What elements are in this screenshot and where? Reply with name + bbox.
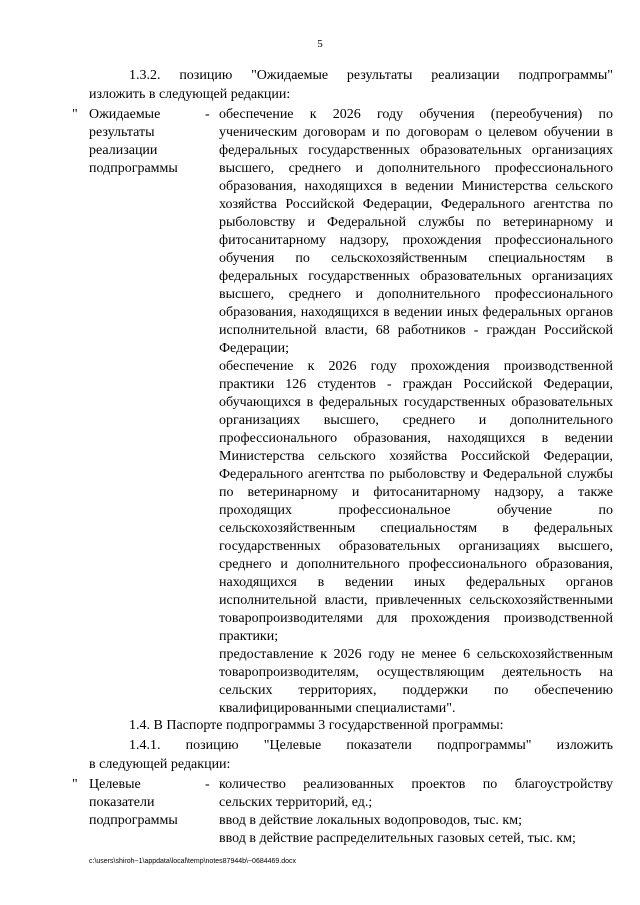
page-number: 5 — [317, 38, 323, 50]
table2-open-quote: " — [72, 777, 78, 792]
table1-content — [219, 106, 613, 718]
table1-open-quote: " — [72, 107, 78, 122]
table1-label: Ожидаемые результаты реализации подпрограммы — [89, 107, 178, 176]
section-1-3-2-line1: 1.3.2. позицию "Ожидаемые результаты реализации подпрограммы" — [129, 68, 613, 83]
section-1-3-2 — [89, 66, 613, 104]
table2-paragraph: ввод в действие локальных водопроводов, тыс. км; — [219, 813, 522, 828]
section-1-4: 1.4. В Паспорте подпрограммы 3 государственной программы: — [129, 718, 504, 733]
table2-label: Целевые показатели подпрограммы — [89, 777, 178, 828]
section-1-3-2-line2: изложить в следующей редакции: — [89, 87, 291, 102]
section-1-4-1-line2: в следующей редакции: — [89, 757, 231, 772]
table1-paragraph: обеспечение к 2026 году прохождения производственной практики 126 студентов - граждан Российской Федерации, обучающихся в федеральных государственных образовательных организациях высшего, среднего и дополнительного профессионального образования, находящихся в ведении Министерства сельского хозяйства Российской Федерации, Федерального агентства по рыболовству и Федеральной службы по ветеринарному и фитосанитарному надзору, а также проходящих профессиональное обучение по сельскохозяйственным специальностям в федеральных государственных образовательных организациях высшего, среднего и дополнительного профессионального образования, находящихся в ведении иных федеральных органов исполнительной власти, привлеченных сельскохозяйственными товаропроизводителями для прохождения производственной практики; — [219, 359, 613, 644]
footer-file-path: c:\users\shiroh~1\appdata\local\temp\notes87944b\~0684469.docx — [89, 858, 297, 865]
table1-paragraph: предоставление к 2026 году не менее 6 сельскохозяйственным товаропроизводителям, осуществляющим деятельность на сельских территориях, поддержки по обеспечению квалифицированными специалистами". — [219, 647, 613, 716]
table1-dash: - — [205, 107, 210, 122]
section-1-4-1-line1: 1.4.1. позицию "Целевые показатели подпрограммы" изложить — [129, 738, 613, 753]
table2-content — [219, 776, 613, 848]
table1-paragraph: обеспечение к 2026 году обучения (переобучения) по ученическим договорам и по договорам о целевом обучении в федеральных государственных образовательных организациях высшего, среднего и дополнительного профессионального образования, находящихся в ведении Министерства сельского хозяйства Российской Федерации, Федерального агентства по рыболовству и Федеральной службы по ветеринарному и фитосанитарному надзору, прохождения профессионального обучения по сельскохозяйственным специальностям в федеральных государственных образовательных организациях высшего, среднего и дополнительного профессионального образования, находящихся в ведении иных федеральных органов исполнительной власти, 68 работников - граждан Российской Федерации; — [219, 107, 613, 356]
table2-dash: - — [205, 777, 210, 792]
section-1-4-1 — [89, 736, 613, 774]
table2-paragraph: количество реализованных проектов по благоустройству сельских территорий, ед.; — [219, 777, 613, 810]
table2-paragraph: ввод в действие распределительных газовых сетей, тыс. км; — [219, 831, 576, 846]
